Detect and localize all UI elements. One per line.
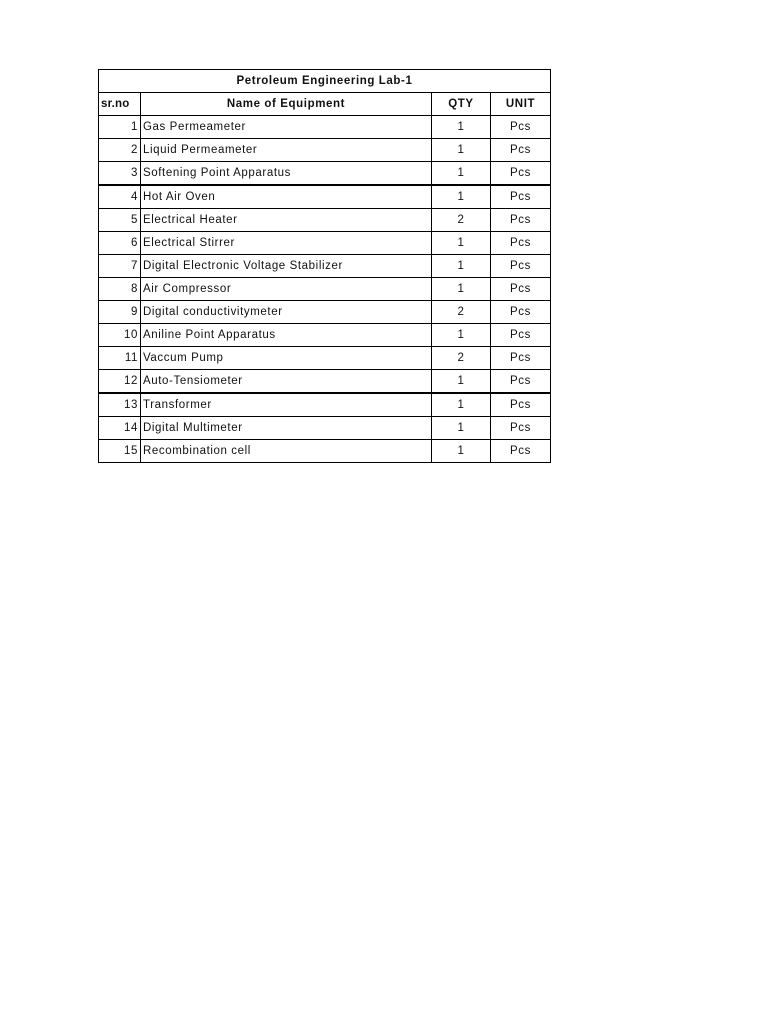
- row-srno: 13: [99, 393, 141, 417]
- row-srno: 15: [99, 440, 141, 463]
- row-qty: 1: [432, 139, 491, 162]
- header-srno: sr.no: [99, 93, 141, 116]
- row-srno: 3: [99, 162, 141, 186]
- row-unit: Pcs: [491, 162, 551, 186]
- row-srno: 14: [99, 417, 141, 440]
- row-equipment-name: Air Compressor: [141, 278, 432, 301]
- row-srno: 8: [99, 278, 141, 301]
- row-qty: 2: [432, 347, 491, 370]
- table-row: [99, 440, 551, 463]
- row-equipment-name: Digital conductivitymeter: [141, 301, 432, 324]
- row-qty: 1: [432, 440, 491, 463]
- row-unit: Pcs: [491, 278, 551, 301]
- row-srno: 10: [99, 324, 141, 347]
- header-name: Name of Equipment: [141, 93, 432, 116]
- header-qty: QTY: [432, 93, 491, 116]
- row-equipment-name: Hot Air Oven: [141, 185, 432, 209]
- header-unit: UNIT: [491, 93, 551, 116]
- row-equipment-name: Aniline Point Apparatus: [141, 324, 432, 347]
- row-equipment-name: Recombination cell: [141, 440, 432, 463]
- row-equipment-name: Electrical Stirrer: [141, 232, 432, 255]
- table-row: [99, 347, 551, 370]
- table-row: [99, 116, 551, 139]
- row-unit: Pcs: [491, 139, 551, 162]
- row-unit: Pcs: [491, 255, 551, 278]
- row-unit: Pcs: [491, 393, 551, 417]
- table-row: [99, 278, 551, 301]
- table-title: Petroleum Engineering Lab-1: [99, 70, 551, 93]
- row-unit: Pcs: [491, 232, 551, 255]
- table-row: [99, 162, 551, 186]
- row-unit: Pcs: [491, 185, 551, 209]
- row-qty: 2: [432, 209, 491, 232]
- table-row: [99, 232, 551, 255]
- row-equipment-name: Gas Permeameter: [141, 116, 432, 139]
- row-qty: 1: [432, 324, 491, 347]
- table-row: [99, 185, 551, 209]
- table-row: [99, 301, 551, 324]
- row-equipment-name: Transformer: [141, 393, 432, 417]
- row-equipment-name: Digital Multimeter: [141, 417, 432, 440]
- row-unit: Pcs: [491, 324, 551, 347]
- row-srno: 12: [99, 370, 141, 394]
- row-unit: Pcs: [491, 116, 551, 139]
- row-equipment-name: Auto-Tensiometer: [141, 370, 432, 394]
- table-row: [99, 417, 551, 440]
- row-srno: 11: [99, 347, 141, 370]
- table-row: [99, 393, 551, 417]
- row-srno: 6: [99, 232, 141, 255]
- table-row: [99, 139, 551, 162]
- row-qty: 1: [432, 417, 491, 440]
- row-srno: 9: [99, 301, 141, 324]
- row-qty: 1: [432, 185, 491, 209]
- table-row: [99, 370, 551, 394]
- table-row: [99, 255, 551, 278]
- table-row: [99, 324, 551, 347]
- equipment-table: [98, 69, 551, 463]
- row-srno: 1: [99, 116, 141, 139]
- row-unit: Pcs: [491, 301, 551, 324]
- row-equipment-name: Liquid Permeameter: [141, 139, 432, 162]
- row-equipment-name: Digital Electronic Voltage Stabilizer: [141, 255, 432, 278]
- row-qty: 1: [432, 116, 491, 139]
- row-qty: 2: [432, 301, 491, 324]
- table-header-row: [99, 93, 551, 116]
- row-qty: 1: [432, 393, 491, 417]
- row-equipment-name: Vaccum Pump: [141, 347, 432, 370]
- row-srno: 2: [99, 139, 141, 162]
- row-equipment-name: Electrical Heater: [141, 209, 432, 232]
- row-unit: Pcs: [491, 417, 551, 440]
- row-equipment-name: Softening Point Apparatus: [141, 162, 432, 186]
- row-unit: Pcs: [491, 440, 551, 463]
- equipment-sheet: [98, 69, 551, 463]
- row-unit: Pcs: [491, 209, 551, 232]
- row-qty: 1: [432, 255, 491, 278]
- table-title-row: [99, 70, 551, 93]
- row-unit: Pcs: [491, 370, 551, 394]
- row-unit: Pcs: [491, 347, 551, 370]
- row-qty: 1: [432, 278, 491, 301]
- row-qty: 1: [432, 162, 491, 186]
- row-qty: 1: [432, 232, 491, 255]
- row-srno: 7: [99, 255, 141, 278]
- table-row: [99, 209, 551, 232]
- row-qty: 1: [432, 370, 491, 394]
- row-srno: 4: [99, 185, 141, 209]
- row-srno: 5: [99, 209, 141, 232]
